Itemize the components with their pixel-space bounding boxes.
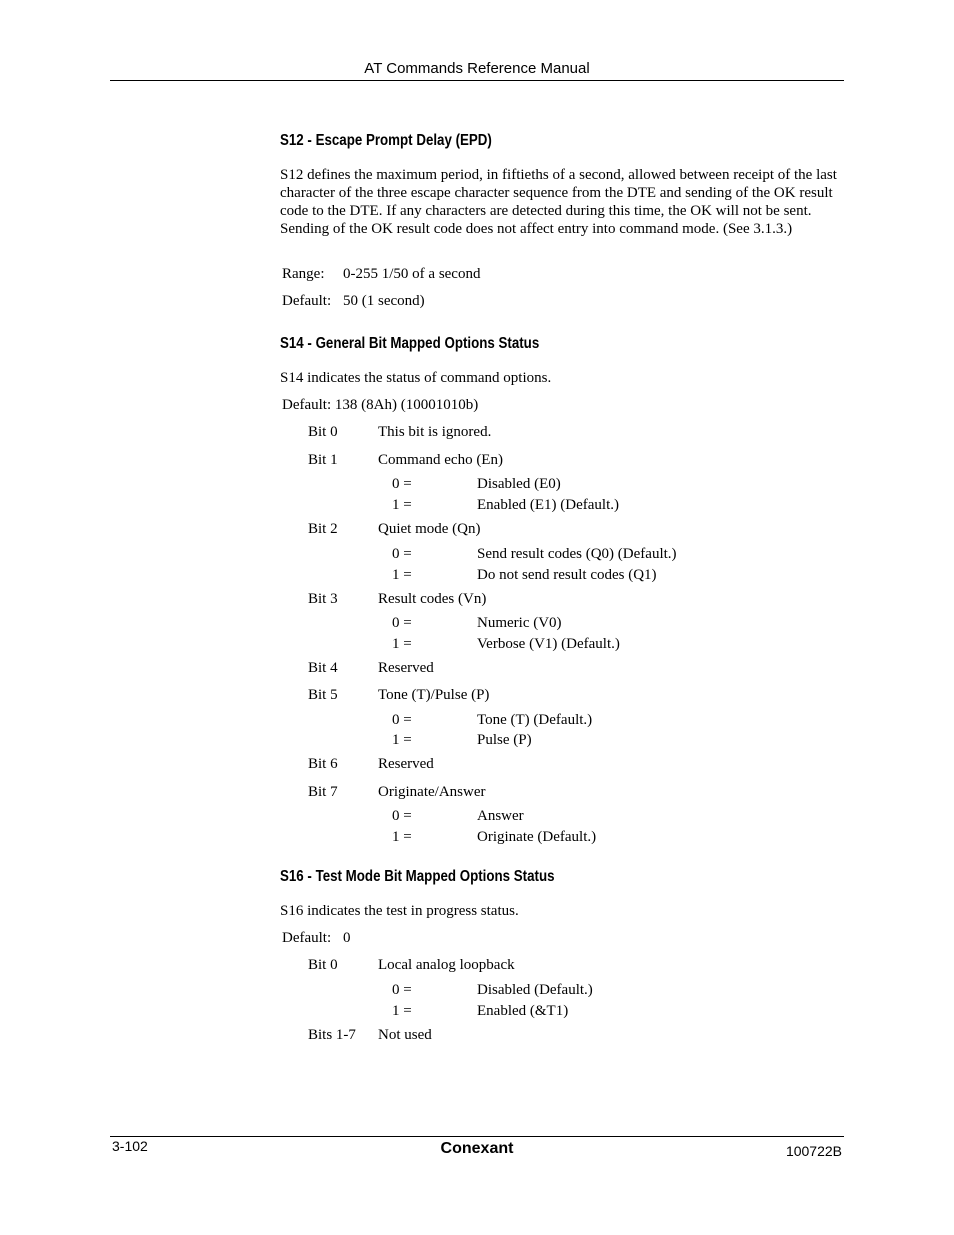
- bit-description: Quiet mode (Qn): [378, 521, 481, 537]
- bit-description: Result codes (Vn): [378, 591, 487, 607]
- company-name: Conexant: [440, 1140, 514, 1157]
- option-text: Numeric (V0): [477, 615, 562, 631]
- option-value: 0 =: [392, 476, 412, 492]
- bit-description: This bit is ignored.: [378, 424, 492, 440]
- option-value: 0 =: [392, 982, 412, 998]
- bit-label: Bit 0: [308, 424, 338, 440]
- footer-rule: [110, 1136, 844, 1137]
- option-value: 0 =: [392, 615, 412, 631]
- page-number: 3-102: [112, 1138, 148, 1154]
- option-text: Disabled (E0): [477, 476, 561, 492]
- option-value: 0 =: [392, 546, 412, 562]
- s14-default: Default: 138 (8Ah) (10001010b): [282, 397, 479, 413]
- bit-description: Tone (T)/Pulse (P): [378, 687, 490, 703]
- option-text: Originate (Default.): [477, 829, 597, 845]
- bit-label: Bit 3: [308, 591, 338, 607]
- option-value: 1 =: [392, 567, 412, 583]
- bit-description: Not used: [378, 1027, 432, 1043]
- bit-label: Bit 4: [308, 660, 338, 676]
- option-value: 1 =: [392, 636, 412, 652]
- s16-description: S16 indicates the test in progress status.: [280, 903, 519, 919]
- option-value: 0 =: [392, 808, 412, 824]
- option-text: Do not send result codes (Q1): [477, 567, 657, 583]
- option-text: Send result codes (Q0) (Default.): [477, 546, 677, 562]
- document-number: 100722B: [785, 1143, 842, 1159]
- bit-description: Reserved: [378, 756, 434, 772]
- s12-range-value: 0-255 1/50 of a second: [343, 266, 481, 282]
- s12-range-label: Range:: [282, 266, 325, 282]
- bit-label: Bit 7: [308, 784, 338, 800]
- s12-default-label: Default:: [282, 293, 332, 309]
- bit-description: Reserved: [378, 660, 434, 676]
- bit-label: Bit 2: [308, 521, 338, 537]
- section-title-s12: S12 - Escape Prompt Delay (EPD): [280, 132, 492, 149]
- s14-description: S14 indicates the status of command options.: [280, 370, 552, 386]
- option-text: Disabled (Default.): [477, 982, 593, 998]
- section-title-s16: S16 - Test Mode Bit Mapped Options Status: [280, 868, 555, 885]
- option-value: 1 =: [392, 732, 412, 748]
- option-text: Tone (T) (Default.): [477, 712, 593, 728]
- option-text: Answer: [477, 808, 524, 824]
- s16-default-value: 0: [343, 930, 351, 946]
- option-value: 1 =: [392, 829, 412, 845]
- bit-label: Bit 5: [308, 687, 338, 703]
- s16-default-label: Default:: [282, 930, 332, 946]
- bit-description: Originate/Answer: [378, 784, 486, 800]
- bit-label: Bit 6: [308, 756, 338, 772]
- option-text: Enabled (&T1): [477, 1003, 569, 1019]
- s12-default-value: 50 (1 second): [343, 293, 425, 309]
- option-value: 1 =: [392, 1003, 412, 1019]
- s12-description: S12 defines the maximum period, in fiftieths of a second, allowed between receipt of the last character of the three escape character sequence from the DTE and sending of the OK result code to the DTE. If any characters are detected during this time, the OK will not be sent. Sending of the OK result code does not affect entry into command mode. (See 3.1.3.): [280, 167, 837, 237]
- bit-label: Bits 1-7: [308, 1027, 356, 1043]
- section-title-s14: S14 - General Bit Mapped Options Status: [280, 335, 540, 352]
- bit-label: Bit 0: [308, 957, 338, 973]
- header-rule: [110, 80, 844, 81]
- bit-description: Command echo (En): [378, 452, 503, 468]
- option-text: Verbose (V1) (Default.): [477, 636, 620, 652]
- option-text: Pulse (P): [477, 732, 532, 748]
- bit-description: Local analog loopback: [378, 957, 515, 973]
- option-value: 0 =: [392, 712, 412, 728]
- option-text: Enabled (E1) (Default.): [477, 497, 620, 513]
- bit-label: Bit 1: [308, 452, 338, 468]
- running-header: AT Commands Reference Manual: [364, 60, 590, 77]
- option-value: 1 =: [392, 497, 412, 513]
